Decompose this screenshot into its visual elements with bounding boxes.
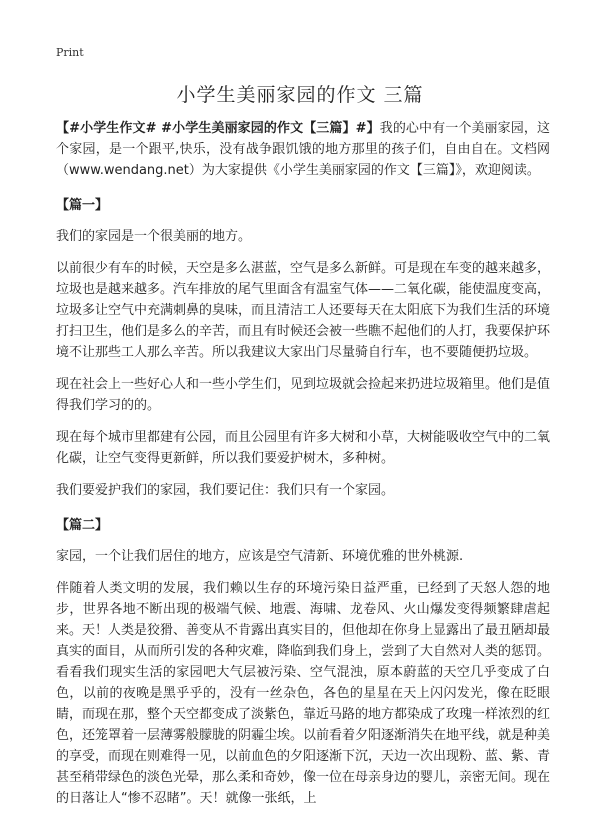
section-1-paragraph: 以前很少有车的时候，天空是多么湛蓝，空气是多么新鲜。可是现在车变的越来越多，垃圾也是越来越多。汽车排放的尾气里面含有温室气体——二氧化碳，能使温度变高，垃圾多让空气中充满刺鼻的臭味，而且清洁工人还要每天在太阳底下为我们生活的环境打扫卫生，他们是多么的辛苦，而且有时候还会被一些瞧不起他们的人打，我要保护环境不让那些工人那么辛苦。所以我建议大家出门尽量骑自行车，也不要随便扔垃圾。 xyxy=(56,261,551,360)
article-body xyxy=(56,118,550,820)
print-link[interactable]: Print xyxy=(56,46,84,59)
intro-text: 我的心中有一个美丽家园，这个家园，是一个跟平,快乐，没有战争跟饥饿的地方那里的孩子们，自由自在。文档网（www.wendang.net）为大家提供《小学生美丽家园的作文【三篇】》，欢迎阅读。 xyxy=(56,121,550,178)
intro-paragraph xyxy=(56,118,550,181)
section-1-paragraph: 我们的家园是一个很美丽的地方。 xyxy=(56,229,252,244)
page-title: 小学生美丽家园的作文 三篇 xyxy=(176,84,424,106)
section-1-paragraph: 现在社会上一些好心人和一些小学生们，见到垃圾就会捡起来扔进垃圾箱里。他们是值得我们学习的的。 xyxy=(56,377,551,413)
intro-tags: 【#小学生作文# #小学生美丽家园的作文【三篇】#】 xyxy=(56,121,380,136)
section-heading-2: 【篇二】 xyxy=(56,518,109,533)
section-2-paragraph: 家园，一个让我们居住的地方，应该是空气清新、环境优雅的世外桃源. xyxy=(56,549,464,564)
section-1-paragraph: 我们要爱护我们的家园，我们要记住：我们只有一个家园。 xyxy=(56,483,395,498)
section-heading-1: 【篇一】 xyxy=(56,198,109,213)
section-1-paragraph: 现在每个城市里都建有公园，而且公园里有许多大树和小草，大树能吸收空气中的二氧化碳，让空气变得更新鲜，所以我们要爱护树木，多种树。 xyxy=(56,430,551,466)
section-2-paragraph: 伴随着人类文明的发展，我们赖以生存的环境污染日益严重，已经到了天怒人怨的地步，世界各地不断出现的极端气候、地震、海啸、龙卷风、火山爆发变得频繁肆虐起来。天！人类是狡猾、善变从不肯露出真实目的，但他却在你身上显露出了最丑陋却最真实的面目，从而所引发的各种灾难，降临到我们身上，尝到了大自然对人类的惩罚。看看我们现实生活的家园吧大气层被污染、空气混浊，原本蔚蓝的天空几乎变成了白色，以前的夜晚是黑乎乎的，没有一丝杂色，各色的星星在天上闪闪发光，像在眨眼睛，而现在那，整个天空都变成了淡紫色，靠近马路的地方都染成了玫瑰一样浓烈的红色，还笼罩着一层薄雾般朦胧的阴霾尘埃。以前看着夕阳逐渐消失在地平线，就是种美的享受，而现在则难得一见，以前血色的夕阳逐渐下沉，天边一次出现粉、蓝、紫、青甚至稍带绿色的淡色光晕，那么柔和奇妙，像一位在母亲身边的婴儿，亲密无间。现在的日落让人“惨不忍睹”。天！就像一张纸，上 xyxy=(56,581,551,806)
